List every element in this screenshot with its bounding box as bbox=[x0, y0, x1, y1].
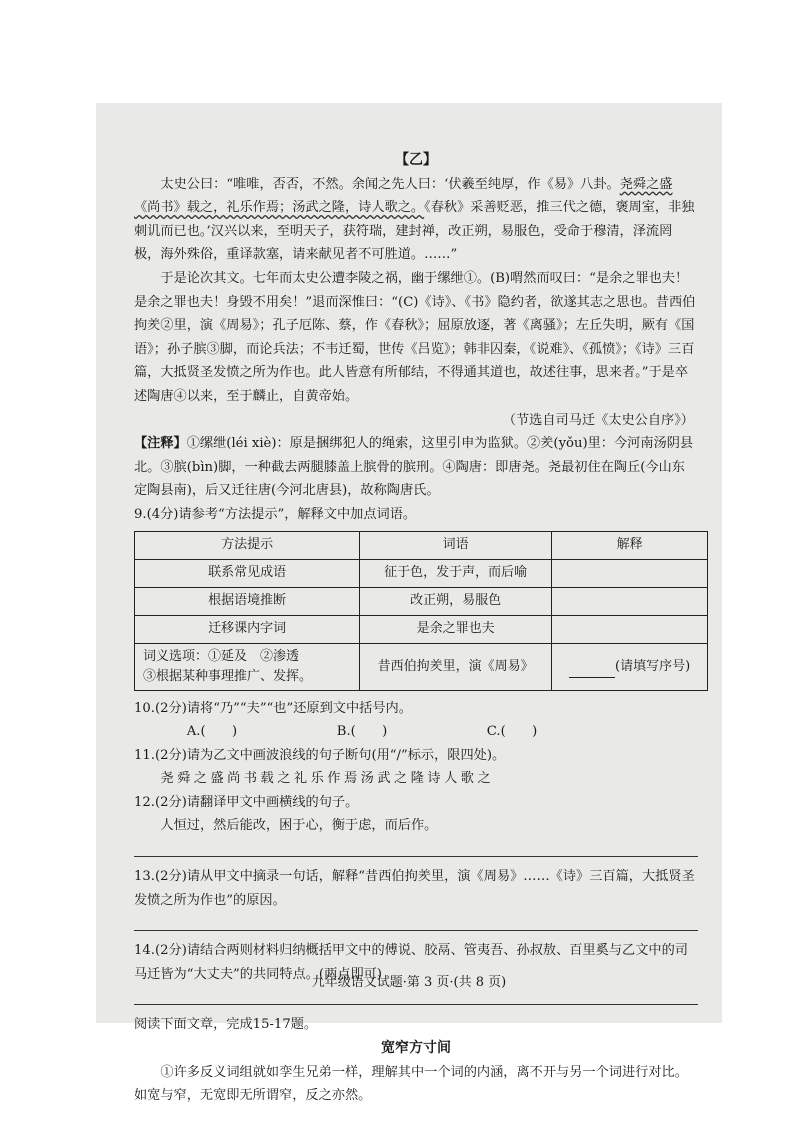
options-cell bbox=[135, 643, 360, 690]
reading-prompt: 阅读下面文章，完成15-17题。 bbox=[134, 1017, 318, 1033]
phrase-cell: 改正朔，易服色 bbox=[360, 587, 552, 615]
choice-b[interactable]: B.( ) bbox=[336, 724, 388, 740]
exam-page bbox=[96, 103, 722, 1104]
wavy-sentence: 尧舜之盛《尚书》载之，礼乐作焉；汤武之隆，诗人歌之。 bbox=[134, 176, 673, 216]
passage-line-3: 《春秋》采善贬恶，推三代之德，褒周室，非独刺讥而已也。’汉兴以来，至明天子，获符瑞，建封禅，改正朔，易服色，受命于穆清，泽流罔极，海外殊俗，重译款塞，请来献见者不可胜道。……” bbox=[134, 200, 695, 263]
table-row bbox=[135, 643, 708, 690]
question-13: 13.(2分)请从甲文中摘录一句话，解释“昔西伯拘羑里，演《周易》……《诗》三百篇，大抵贤圣发愤之所为作也”的原因。 bbox=[134, 869, 695, 908]
passage-para-1 bbox=[134, 173, 698, 267]
passage-source: （节选自司马迁《太史公自序》） bbox=[502, 412, 694, 428]
question-14: 14.(2分)请结合两则材料归纳概括甲文中的傅说、胶鬲、管夷吾、孙叔敖、百里奚与乙文中的司马迁皆为“大丈夫”的共同特点。(两点即可) bbox=[134, 943, 688, 982]
section-title: 【乙】 bbox=[395, 152, 437, 168]
answer-cell[interactable] bbox=[552, 615, 708, 643]
options-line-1: 词义选项：①延及 ②渗透 bbox=[143, 648, 300, 664]
passage-line-1: 太史公曰：“唯唯，否否，不然。余闻之先人曰：‘伏羲至纯厚，作《易》八卦。 bbox=[160, 176, 620, 192]
table-header: 词语 bbox=[360, 531, 552, 559]
table-row bbox=[135, 615, 708, 643]
table-header: 方法提示 bbox=[135, 531, 360, 559]
q10-choices bbox=[134, 720, 698, 744]
answer-blank[interactable] bbox=[569, 663, 615, 678]
table-row bbox=[135, 587, 708, 615]
passage-para-2: 于是论次其文。七年而太史公遭李陵之祸，幽于缧绁①。(B)喟然而叹曰：“是余之罪也夫！是余之罪也夫！身毁不用矣！”退而深惟曰：“(C)《诗》、《书》隐约者，欲遂其志之思也。昔西伯拘羑②里，演《周易》；孔子厄陈、蔡，作《春秋》；屈原放逐，著《离骚》；左丘失明，厥有《国语》；孙子膑③脚，而论兵法；不韦迁蜀，世传《吕览》；韩非囚秦，《说难》、《孤愤》；《诗》三百篇，大抵贤圣发愤之所为作也。此人皆意有所郁结，不得通其道也，故述往事，思来者。”于是卒述陶唐④以来，至于麟止，自黄帝始。 bbox=[134, 270, 696, 404]
notes-text: ①缧绁(léi xiè)：原是捆绑犯人的绳索，这里引申为监狱。②羑(yǒu)里：今河南汤阴县北。③膑(bìn)脚，一种截去两腿膝盖上膑骨的膑刑。④陶唐：即唐尧。尧最初住在陶丘(今山东定陶县南)，后又迁往唐(今河北唐县)，故称陶唐氏。 bbox=[134, 436, 694, 499]
table-header: 解释 bbox=[552, 531, 708, 559]
choice-c[interactable]: C.( ) bbox=[486, 724, 538, 740]
question-11: 11.(2分)请为乙文中画波浪线的句子断句(用“/”标示，限四处)。 bbox=[134, 747, 506, 763]
options-line-2: ③根据某种事理推广、发挥。 bbox=[143, 668, 313, 684]
question-10: 10.(2分)请将“乃”“夫”“也”还原到文中括号内。 bbox=[134, 700, 412, 716]
table-row bbox=[135, 559, 708, 587]
q12-sentence: 人恒过，然后能改，困于心，衡于虑，而后作。 bbox=[160, 818, 438, 834]
notes-label: 【注释】 bbox=[134, 436, 187, 452]
page-footer: 九年级语文试题·第 3 页·(共 8 页) bbox=[311, 975, 507, 990]
q11-sentence: 尧舜之盛尚书载之礼乐作焉汤武之隆诗人歌之 bbox=[160, 771, 495, 787]
method-table bbox=[134, 531, 708, 691]
answer-cell[interactable] bbox=[552, 587, 708, 615]
article-title: 宽窄方寸间 bbox=[381, 1040, 451, 1057]
answer-line[interactable] bbox=[134, 842, 698, 857]
phrase-cell: 是余之罪也夫 bbox=[360, 615, 552, 643]
answer-cell[interactable] bbox=[552, 559, 708, 587]
notes bbox=[134, 432, 698, 503]
table-header-row bbox=[135, 531, 708, 559]
method-cell: 联系常见成语 bbox=[135, 559, 360, 587]
choice-a[interactable]: A.( ) bbox=[186, 724, 238, 740]
article-para-1: ①许多反义词组就如孪生兄弟一样，理解其中一个词的内涵，离不开与另一个词进行对比。如宽与窄，无宽即无所谓窄，反之亦然。 bbox=[134, 1064, 688, 1104]
phrase-cell: 征于色，发于声，而后喻 bbox=[360, 559, 552, 587]
answer-hint: (请填写序号) bbox=[615, 658, 691, 674]
phrase-cell: 昔西伯拘羑里，演《周易》 bbox=[360, 643, 552, 690]
question-12: 12.(2分)请翻译甲文中画横线的句子。 bbox=[134, 794, 359, 810]
answer-line[interactable] bbox=[134, 916, 698, 931]
answer-cell[interactable] bbox=[552, 643, 708, 690]
method-cell: 根据语境推断 bbox=[135, 587, 360, 615]
question-9: 9.(4分)请参考“方法提示”，解释文中加点词语。 bbox=[134, 506, 417, 522]
method-cell: 迁移课内字词 bbox=[135, 615, 360, 643]
